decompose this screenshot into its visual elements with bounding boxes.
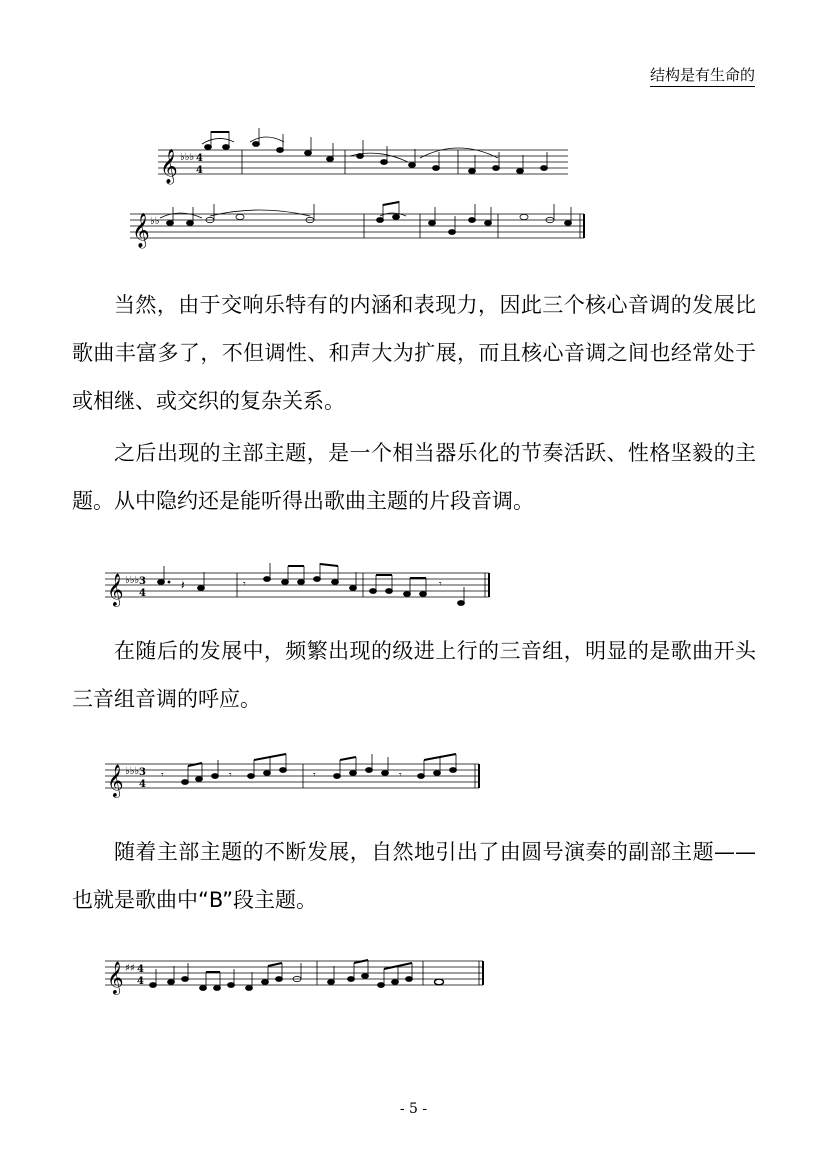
svg-text:4: 4 <box>196 153 203 164</box>
music-example-4 <box>105 951 490 996</box>
svg-text:♭♭♭: ♭♭♭ <box>180 152 195 163</box>
paragraph-1: 当然，由于交响乐特有的内涵和表现力，因此三个核心音调的发展比歌曲丰富多了，不但调性、和声大为扩展，而且核心音调之间也经常处于或相继、或交织的复杂关系。 <box>72 293 756 413</box>
svg-text:4: 4 <box>196 165 203 176</box>
paragraph-4: 随着主部主题的不断发展，自然地引出了由圆号演奏的副部主题——也就是歌曲中“B”段主题。 <box>72 840 756 912</box>
svg-text:4: 4 <box>137 964 144 975</box>
svg-text:𝄞: 𝄞 <box>107 764 124 797</box>
svg-text:𝄾: 𝄾 <box>229 770 232 781</box>
svg-text:𝄞: 𝄞 <box>107 573 124 606</box>
svg-text:♭♭: ♭♭ <box>150 216 160 227</box>
svg-text:4: 4 <box>137 976 144 987</box>
paragraph-2: 之后出现的主部主题，是一个相当器乐化的节奏活跃、性格坚毅的主题。从中隐约还是能听得出歌曲主题的片段音调。 <box>72 441 756 513</box>
svg-text:𝄽: 𝄽 <box>181 578 185 592</box>
svg-text:𝄞: 𝄞 <box>132 213 150 248</box>
page-number: - 5 - <box>399 1101 428 1117</box>
svg-text:𝄾: 𝄾 <box>313 770 316 781</box>
svg-text:3: 3 <box>139 576 146 587</box>
music-example-1b <box>130 200 590 250</box>
music-example-3 <box>105 754 485 799</box>
svg-text:♭♭♭: ♭♭♭ <box>125 575 140 586</box>
svg-text:𝄾: 𝄾 <box>439 579 442 590</box>
svg-text:𝄾: 𝄾 <box>243 579 246 590</box>
svg-text:4: 4 <box>139 779 146 790</box>
svg-text:𝄞: 𝄞 <box>160 149 178 184</box>
svg-text:4: 4 <box>139 588 146 599</box>
music-example-1a <box>158 130 578 190</box>
svg-text:3: 3 <box>139 767 146 778</box>
svg-text:♯♯: ♯♯ <box>125 963 135 974</box>
running-header: 结构是有生命的 <box>650 64 755 87</box>
music-example-2 <box>105 563 495 613</box>
svg-text:♭♭♭: ♭♭♭ <box>125 766 140 777</box>
svg-text:𝄾: 𝄾 <box>399 770 402 781</box>
svg-text:𝄞: 𝄞 <box>107 961 124 994</box>
paragraph-3: 在随后的发展中，频繁出现的级进上行的三音组，明显的是歌曲开头三音组音调的呼应。 <box>72 639 756 711</box>
svg-text:𝄾: 𝄾 <box>161 770 164 781</box>
